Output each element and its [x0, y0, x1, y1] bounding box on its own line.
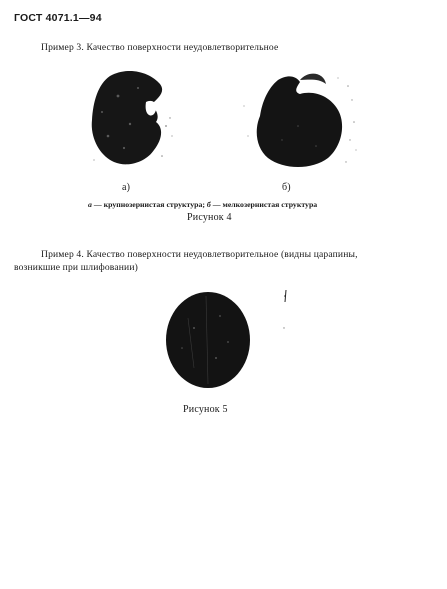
figure-5-scratched-sample-photo: [158, 288, 294, 392]
figure-4b-label: б): [282, 182, 291, 193]
figure-4b-fine-sample-photo: [238, 66, 360, 174]
figure-5-title: Рисунок 5: [183, 404, 228, 415]
legend-text-a: — крупнозернистая структура;: [91, 200, 207, 209]
example-4-text-line-1: Пример 4. Качество поверхности неудовлетворительное (видны царапины,: [41, 249, 358, 260]
example-4-text-line-2: возникшие при шлифовании): [14, 262, 138, 273]
figure-4-title: Рисунок 4: [187, 212, 232, 223]
example-3-text: Пример 3. Качество поверхности неудовлетворительное: [41, 42, 279, 53]
legend-letter-b: б: [206, 200, 211, 209]
figure-4a-label: а): [122, 182, 131, 193]
figure-4-legend: [88, 201, 317, 209]
legend-text-b: — мелкозернистая структура: [210, 200, 318, 209]
document-code: ГОСТ 4071.1—94: [14, 12, 102, 24]
legend-letter-a: а: [88, 200, 92, 209]
figure-4a-coarse-sample-photo: [88, 66, 180, 174]
